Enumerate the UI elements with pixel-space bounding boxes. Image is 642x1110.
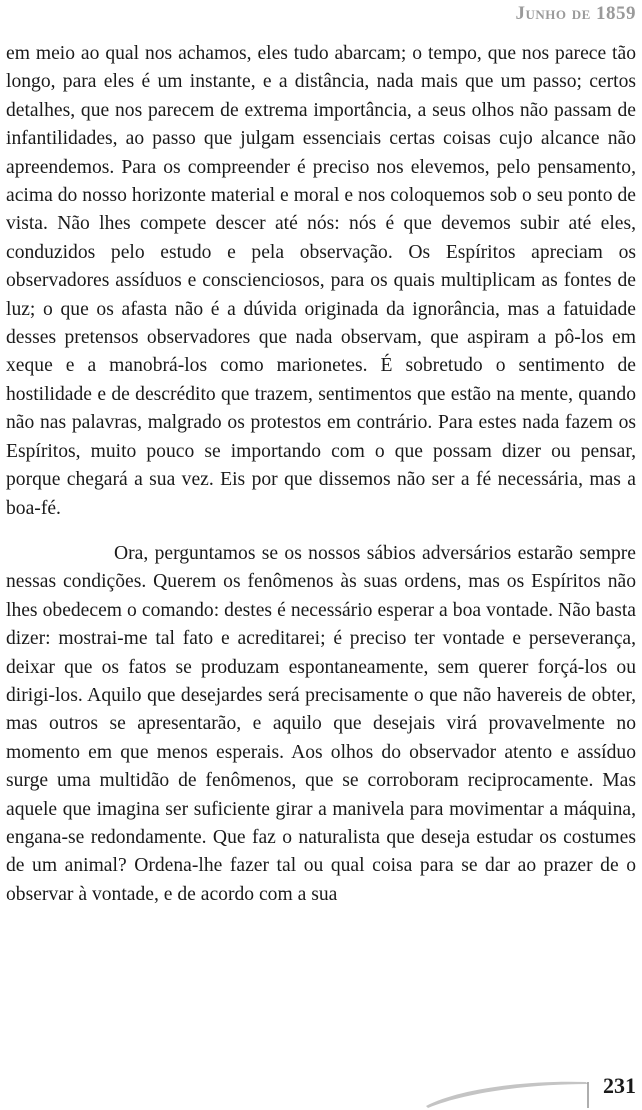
body-paragraph-2: Ora, perguntamos se os nossos sábios adversários estarão sempre nessas condições. Querem os fenômenos às suas ordens, mas os Espíritos não lhes obedecem o comando: destes é necessário esperar a boa vontade. Não basta dizer: mostrai-me tal fato e acreditarei; é preciso ter vontade e perseverança, deixar que os fatos se produzam espontaneamente, sem querer forçá-los ou dirigi-los. Aquilo que desejardes será precisamente o que não havereis de obter, mas outros se apresentarão, e aquilo que desejais virá provavelmente no momento em que menos esperais. Aos olhos do observador atento e assíduo surge uma multidão de fenômenos, que se corroboram reciprocamente. Mas aquele que imagina ser suficiente girar a manivela para movimentar a máquina, engana-se redondamente. Que faz o naturalista que deseja estudar os costumes de um animal? Ordena-lhe fazer tal ou qual coisa para se dar ao prazer de o observar à vontade, e de acordo com a sua (6, 542, 636, 905)
page-folio (420, 1068, 642, 1110)
page-body (6, 40, 636, 909)
body-paragraph-1: em meio ao qual nos achamos, eles tudo abarcam; o tempo, que nos parece tão longo, para eles é um instante, e a distância, nada mais que um passo; certos detalhes, que nos parecem de extrema importância, a seus olhos não passam de infantilidades, ao passo que julgam essenciais certas coisas cujo alcance não apreendemos. Para os compreender é preciso nos elevemos, pelo pensamento, acima do nosso horizonte material e moral e nos coloquemos sob o seu ponto de vista. Não lhes compete descer até nós: nós é que devemos subir até eles, conduzidos pelo estudo e pela observação. Os Espíritos apreciam os observadores assíduos e conscienciosos, para os quais multiplicam as fontes de luz; o que os afasta não é a dúvida originada da ignorância, mas a fatuidade desses pretensos observadores que nada observam, que aspiram a pô-los em xeque e a manobrá-los como marionetes. É sobretudo o sentimento de hostilidade e de descrédito que trazem, sentimentos que estão na mente, quando não nas palavras, malgrado os protestos em contrário. Para estes nada fazem os Espíritos, muito pouco se importando com o que possam dizer ou pensar, porque chegará a sua vez. Eis por que dissemos não ser a fé necessária, mas a boa-fé. (6, 43, 636, 519)
page-number: 231 (603, 1073, 636, 1098)
running-header: Junho de 1859 (515, 3, 636, 24)
